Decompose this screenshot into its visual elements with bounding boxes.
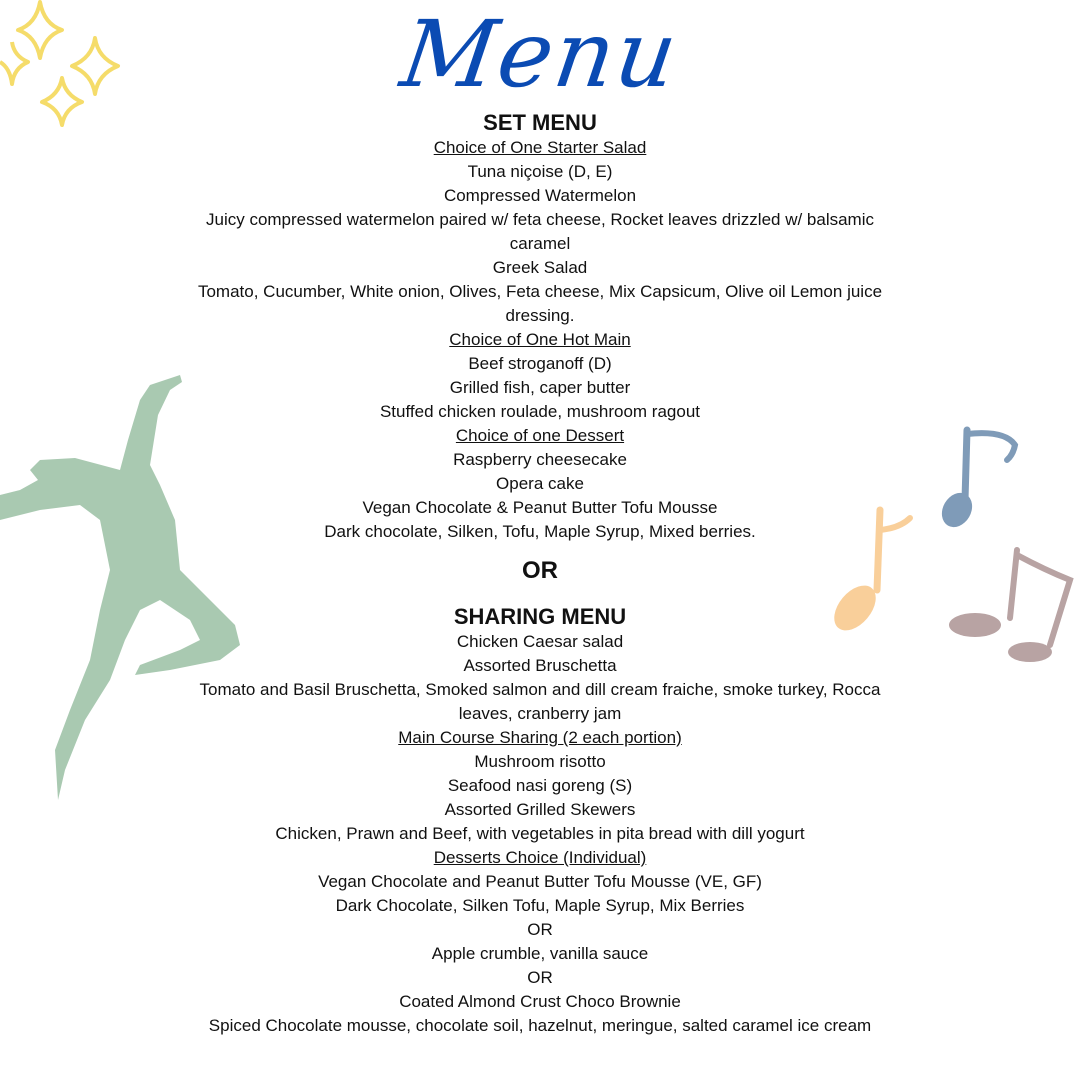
- menu-item: Seafood nasi goreng (S): [447, 776, 633, 795]
- menu-item: OR: [527, 920, 553, 939]
- menu-item: Tomato, Cucumber, White onion, Olives, Feta cheese, Mix Capsicum, Olive oil Lemon juice dressing.: [197, 282, 883, 325]
- menu-item: Dark Chocolate, Silken Tofu, Maple Syrup, Mix Berries: [335, 896, 745, 915]
- menu-item: Grilled fish, caper butter: [449, 378, 631, 397]
- menu-item: Opera cake: [496, 474, 584, 493]
- sharing-menu-heading: SHARING MENU: [453, 604, 627, 629]
- or-separator: OR: [522, 557, 558, 584]
- menu-item: Beef stroganoff (D): [468, 354, 612, 373]
- set-menu-list: [190, 136, 890, 544]
- menu-item: Raspberry cheesecake: [453, 450, 627, 469]
- menu-item: Dark chocolate, Silken, Tofu, Maple Syrup, Mixed berries.: [324, 522, 756, 541]
- menu-title: Menu: [394, 1, 686, 108]
- menu-item: Assorted Bruschetta: [463, 656, 617, 675]
- set-menu-heading: SET MENU: [483, 110, 597, 135]
- menu-item: Spiced Chocolate mousse, chocolate soil, hazelnut, meringue, salted caramel ice cream: [208, 1016, 872, 1035]
- menu-item: Apple crumble, vanilla sauce: [431, 944, 649, 963]
- menu-item: Compressed Watermelon: [443, 186, 637, 205]
- menu-item: Greek Salad: [492, 258, 588, 277]
- menu-item: Vegan Chocolate & Peanut Butter Tofu Mousse: [362, 498, 718, 517]
- menu-item: Stuffed chicken roulade, mushroom ragout: [379, 402, 701, 421]
- menu-item: Vegan Chocolate and Peanut Butter Tofu Mousse (VE, GF): [318, 872, 762, 891]
- menu-item: Tomato and Basil Bruschetta, Smoked salmon and dill cream fraiche, smoke turkey, Rocca leaves, cranberry jam: [199, 680, 881, 723]
- section-subheading: Choice of one Dessert: [455, 426, 625, 445]
- section-subheading: Choice of One Starter Salad: [433, 138, 647, 157]
- menu-item: Assorted Grilled Skewers: [444, 800, 636, 819]
- menu-item: Chicken, Prawn and Beef, with vegetables in pita bread with dill yogurt: [275, 824, 805, 843]
- menu-item: Mushroom risotto: [474, 752, 606, 771]
- menu-item: Coated Almond Crust Choco Brownie: [399, 992, 681, 1011]
- menu-item: Tuna niçoise (D, E): [467, 162, 613, 181]
- menu-item: Chicken Caesar salad: [456, 632, 624, 651]
- menu-item: OR: [527, 968, 553, 987]
- section-subheading: Main Course Sharing (2 each portion): [398, 728, 682, 747]
- section-subheading: Choice of One Hot Main: [449, 330, 631, 349]
- menu-item: Juicy compressed watermelon paired w/ feta cheese, Rocket leaves drizzled w/ balsamic caramel: [205, 210, 874, 253]
- section-subheading: Desserts Choice (Individual): [433, 848, 647, 867]
- sharing-menu-list: [190, 630, 890, 1038]
- menu-content: [190, 110, 890, 1038]
